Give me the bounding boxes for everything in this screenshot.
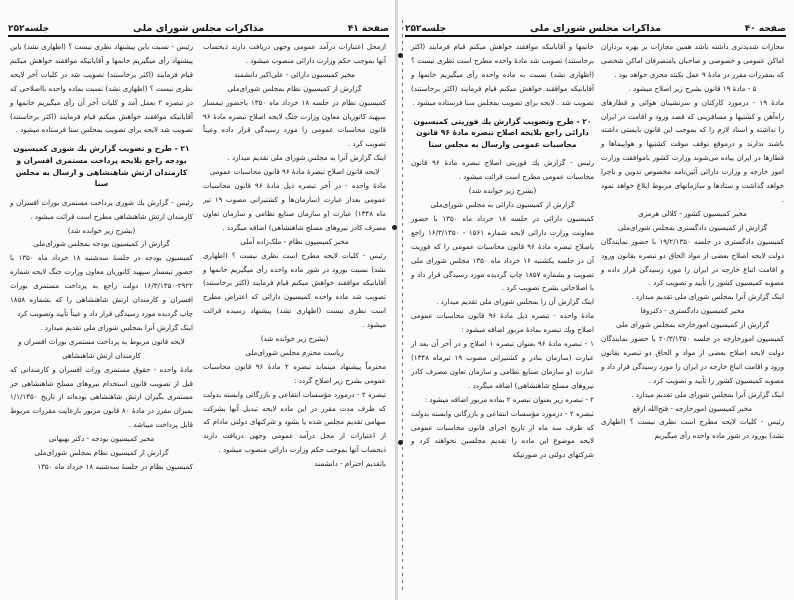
page-number: صفحة ۴۱	[347, 24, 389, 34]
paragraph: ۲ - تبصره زیر بعنوان تبصره ۲ بماده مزبور اضافه میشود :	[424, 394, 594, 404]
centered-line: (بشرح زیر خوانده شد)	[260, 334, 329, 344]
book-gutter	[395, 0, 398, 600]
paragraph: محترماً پیشنهاد مینماید تبصره ۲ مادهٔ ۹۶ قانون محاسبات عمومی بشرح زیر اصلاح گردد :	[203, 361, 386, 385]
text-column-right	[203, 40, 386, 471]
text-column-right	[601, 40, 784, 443]
paragraph: باتقدیم احترام - دانشمند	[314, 459, 386, 469]
centered-line: (بشرح زیر خوانده شد)	[468, 186, 537, 196]
centered-line: مخبر کمیسیون دادگستری - دکتروفا	[640, 306, 745, 316]
centered-line: لایحه قانون مربوط به پرداخت مستمری بوراث افسران و کارمندان ارتش شاهنشاهی	[18, 336, 185, 360]
centered-line: گزارش از کمیسیون دادگستری بمجلس شورای‌ملی	[617, 222, 768, 232]
centered-line: گزارش از کمیسیون نظام بمجلس شورای‌ملی	[227, 83, 362, 93]
paragraph: کمیسیون دادگستری در جلسه ۱۹/۲/۱۳۵۰ با حضور نمایندگان دولت لایحه اصلاح بعضی از مواد الحاق دو تبصره بقانون ورود و اقامت اتباع خارجه در ایران را مورد رسیدگی قرار داده و مصوبه کمیسیون کشور را تأیید و تصویب کرد .	[601, 236, 784, 288]
binding-hole-dot	[398, 440, 403, 445]
centered-line: مخبر کمیسیون بودجه - دکتر بهبهانی	[48, 434, 155, 444]
centered-line: مخبر کمیسیون نظام - ملک‌زاده آملی	[240, 236, 349, 246]
paragraph: کمیسیون نظام در جلسه ۱۸ خرداد ماه ۱۳۵۰ باحضور تیمسار سپهبد کاتوزیان معاون وزارت جنگ لایحه اصلاح تبصره مادهٔ ۹۶ قانون محاسبات عمومی را مورد رسیدگی قرار داده وعیناً تصویب کرد .	[203, 97, 387, 149]
header-rule	[405, 35, 786, 37]
paragraph: مادهٔ واحده - حقوق مستمری وراث افسران و کارمندانی که قبل از تصویب قانون استخدام نیروهای مسلح شاهنشاهی جز مستمری بگیران ارتش شاهنشاهی بوده‌اند از تاریخ ۱/۱/۱۳۵۰ بمیزان مقرر در مادهٔ ۸۰ قانون مزبور بارعایت مقررات مربوط قابل پرداخت میباشد .	[10, 364, 193, 430]
paragraph: کمیسیون دارائی در جلسه ۱۸ خرداد ماه ۱۳۵۰ با حضور معاونت وزارت دارائی لایحه شماره ۱۵۶۱ - ۱۶/۳/۱۳۵۰ راجع باصلاح تبصره مادهٔ ۹۶ قانون محاسبات عمومی را که فوریت آن در جلسه یکشنبه ۱۶ خرداد ماه ۱۳۵۰ مجلس شورای ملی تصویب و بشماره ۱۸۵۷ چاپ گردیده مورد رسیدگی قرار داد و با اصلاحاتی بشرح تصویب کرد .	[411, 213, 594, 293]
paragraph: رئیس - کلیات لایحه مطرح است نظری نیست ؟ (اظهاری نشد) نسبت بورود در شور ماده واحده رأی میگیریم خانمها و آقایانیکه موافقند خواهش میکنم قیام فرمایند (اکثر برخاستند) تصویب شد ماده واحده کمیسیون دارائی که اعتراض مطرح است نظری نیست (اظهاری نشد) پیشنهاد رسیده قرائت میشود .	[203, 250, 386, 330]
paragraph: رئیس - کلیات لایحه مطرح است نظری نیست ؟ (اظهاری نشد) بورود در شور ماده واحده رأی میگیریم	[601, 417, 784, 441]
paragraph: کمیسیون امورخارجه در جلسه ۲۰/۳/۱۳۵۰ با حضور نمایندگان دولت لایحه اصلاح بعضی از مواد و الحاق دو تبصره بقانون ورود و اقامت اتباع خارجه در ایران را مورد رسیدگی قرار داد و مصوبه کمیسیون کشور را تأیید و تصویب کرد .	[601, 334, 784, 385]
centered-line: ریاست محترم مجلس شورای‌ملی	[245, 347, 344, 357]
paragraph: مادهٔ واحده - در آخر تبصره ذیل مادهٔ ۹۶ قانون محاسبات عمومی بعداز عبارت (سازمان‌ها و کشتیرانی مصوب ۱۹ تیر ماه ۱۳۴۸) عبارت (و سازمان صنایع نظامی و سازمان تعاون مصرف کادر نیروهای مسلح شاهنشاهی) اضافه میگردد .	[203, 181, 386, 232]
centered-line: ۵ - مادهٔ ۱۹ قانون بشرح زیر اصلاح میشود .	[628, 83, 757, 93]
paragraph: مادهٔ ۱۹ - درمورد کارکنان و سرنشینان هوائی و قطارهای راه‌آهن و کشتیها و مسافرینی که قصد ورود و اقامت در ایران را نداشته و اسناد لازم را که بموجب این قانون بایستی داشته باشند ندارند و درموقع توقف موقت کشتیها و هواپیماها و قطارها در ایران پیاده می‌شوند وزارت کشور باموافقت وزارت امور خارجه و وزارت دارائی آئین‌نامه مخصوص تدوین و باجرا خواهد گذاشت و ستادها و سازمانهای مربوط ابلاغ خواهد نمود .	[601, 97, 784, 204]
binding-hole-dot	[392, 225, 397, 230]
paragraph: اینک گزارش آن را بمجلس شورای ملی تقدیم میدارد .	[436, 297, 594, 307]
section-heading: ۲۰ - طرح وتصویب گزارش یك فوریتی کمیسیون دارائی راجع بلایحه اصلاح تبصره مادهٔ ۹۶ قانون محاسبات عمومی وارسال به مجلس سنا	[413, 116, 592, 149]
centered-line: گزارش از کمیسیون نظام بمجلس شورای‌ملی	[34, 448, 169, 458]
centered-line: مخبر کمیسیون دارائی - علی‌اکبر دانشمند	[234, 69, 355, 79]
paragraph: رئیس - نسبت باین پیشنهاد نظری نیست ؟ (اظهاری نشد) باین پیشنهاد رأی میگیریم خانمها و آقایانیکه موافقند خواهش میکنم قیام فرمایند (اکثر برخاستند) تصویب شد در کلیات آخر لایحه نظری نیست ؟ (اظهاری نشد) نسبت بماده واحده بااصلاحی که در تبصره ۲ بعمل آمد و کلیات آخر آن رأی میگیریم خانمها و آقایانیکه موافقند خواهش میکنم قیام فرمایند (اکثر برخاستند) تصویب شد لایحه برای تصویب بمجلس سنا فرستاده میشود .	[10, 42, 194, 135]
centered-line: گزارش از کمیسیون بودجه بمجلس شورای‌ملی	[33, 239, 170, 249]
right-page	[397, 0, 794, 600]
page-number: صفحه ۴۰	[744, 24, 786, 34]
session-number: جلسه۲۵۲	[405, 24, 447, 34]
section-heading: ۲۱ - طرح و تصویب گزارش یك شوری کمیسیون بودجه راجع بلایحه پرداخت مستمری افسران و کارمندان ارتش شاهنشاهی و ارسال به مجلس سنا	[13, 144, 190, 189]
centered-line: گزارش از کمیسیون امورخارجه بمجلس شورای ملی	[616, 320, 769, 330]
paragraph: تبصره ۲ - درمورد مؤسسات انتفاعی و بازرگانی وابسته بدولت که ظرف مدت مقرر در این ماده لایحه تبدیل آنها بشرکت سهامی تقدیم مجلس شده یا بشود و شرکتهای دولتی مادام که از اعتبارات از محل درآمد عمومی وجهی دریافت دارند ذیحساب آنها بموجب حکم وزارت دارائی منصوب میشود .	[203, 389, 386, 455]
running-title: مذاکرات مجلس شورای ملی	[530, 23, 661, 34]
paragraph: اینک گزارش آنرا بمجلس شورای ملی تقدیم میدارد .	[631, 292, 784, 302]
text-column-left	[411, 40, 594, 462]
paragraph: اینک گزارش آنرا بمجلس شورای ملی تقدیم میدارد .	[631, 389, 784, 399]
running-title: مذاکرات مجلس شورای ملی	[133, 23, 264, 34]
paragraph: کمیسیون بودجه در جلسهٔ سه‌شنبه ۱۸ خرداد ماه ۱۳۵۰ با حضور تیمسار سپهبد کاتوزیان معاون وزارت جنگ لایحه شماره ۲۹۲۲-۱۶/۳/۱۳۵۰ دولت راجع به پرداخت مستمری بوراث افسران و کارمندان ارتش شاهنشاهی را که بشماره ۱۸۵۸ چاپ گردیده مورد رسیدگی قرار داد و عیناً تأیید وتصویب کرد	[10, 253, 194, 318]
centered-line: گزارش از کمیسیون دارائی به مجلس شورای‌ملی	[430, 200, 575, 210]
paragraph: رئیس - گزارش یك شوری پرداخت مستمری بوراث افسران و کارمندان ارتش شاهنشاهی مطرح است قرائت میشود .	[10, 197, 193, 221]
paragraph: تبصره ۲ - درمورد مؤسسات انتفاعی و بازرگانی وابسته بدولت که ظرف سه ماه از تاریخ اجرای قانون محاسبات عمومی لایحه موضوع این ماده را تقدیم مجلسین نخواهند کرد و شرکتهای دولتی در صورتیکه	[411, 408, 594, 460]
text-column-left	[10, 40, 193, 474]
paragraph: مجازات شدیدتری داشته باشد همین مجازات بر بهره برداران اماکن عمومی و خصوصی و صاحبان یامتصرفان اماکن شخصی که بمقررات مقرر در مادهٔ ۹ عمل نکنند مجری خواهد بود .	[601, 42, 784, 79]
paragraph: اینک گزارش آنرا بمجلس شورای ملی تقدیم میدارد .	[40, 322, 193, 332]
header-rule	[8, 35, 389, 37]
paragraph: کمیسیون نظام در جلسهٔ سه‌شنبه ۱۸ خرداد ماه ۱۳۵۰	[37, 461, 193, 471]
centered-line: (بشرح زیر خوانده شد)	[67, 225, 136, 235]
paragraph: مادهٔ واحده - تبصره ذیل مادهٔ ۹۶ قانون محاسبات عمومی اصلاح ویك تبصره بمادهٔ مزبور اضافه میشود :	[411, 311, 595, 335]
paragraph: خانمها و آقایانیکه موافقند خواهش میکنم قیام فرمایند (اکثر برخاستند) تصویب شد مادهٔ واحده مطرح است نظری نیست ؟ (اظهاری نشد) نسبت به ماده واحده رأی میگیریم خانمها و آقایانیکه موافقند خواهش میکنم قیام فرمایند (اکثر برخاستند) تصویب شد . لایحه برای تصویب بمجلس سنا فرستاده میشود .	[411, 42, 594, 107]
gutter-binding-line	[402, 20, 403, 590]
paragraph: اینک گزارش آنرا به مجلس شورای ملی تقدیم میدارد .	[227, 153, 386, 163]
binding-hole-dot	[398, 53, 403, 58]
session-number: جلسه۲۵۲	[8, 24, 50, 34]
page-header	[405, 20, 786, 34]
centered-line: مخبر کمیسیون کشور - کلالی هرمزی	[638, 208, 747, 218]
centered-line: مخبر کمیسیون امورخارجه - فتح‌الله ارفع	[632, 403, 753, 413]
centered-line: لایحه قانون اصلاح تبصرهٔ مادهٔ ۹۶ قانون محاسبات عمومی	[209, 167, 380, 177]
paragraph: ۱ - تبصره مادهٔ ۹۶ بعنوان تبصره ۱ اصلاح و در آخر آن بعد از عبارت (سازمان بنادر و کشتیرانی مصوب ۱۹ تیرماه ۱۳۴۸) عبارت (و سازمان صنایع نظامی و سازمان تعاون مصرف کادر نیروهای مسلح شاهنشاهی) اضافه میگردد .	[411, 339, 595, 390]
paragraph: ازمحل اعتبارات درآمد عمومی وجهی دریافت دارند ذیحساب آنها بموجب حکم وزارت دارائی منصوب میشود .	[203, 42, 386, 65]
paragraph: رئیس - گزارش یك فوریتی اصلاح تبصره مادهٔ ۹۶ قانون محاسبات عمومی مطرح است قرائت میشود .	[411, 158, 594, 182]
page-header	[8, 20, 389, 34]
